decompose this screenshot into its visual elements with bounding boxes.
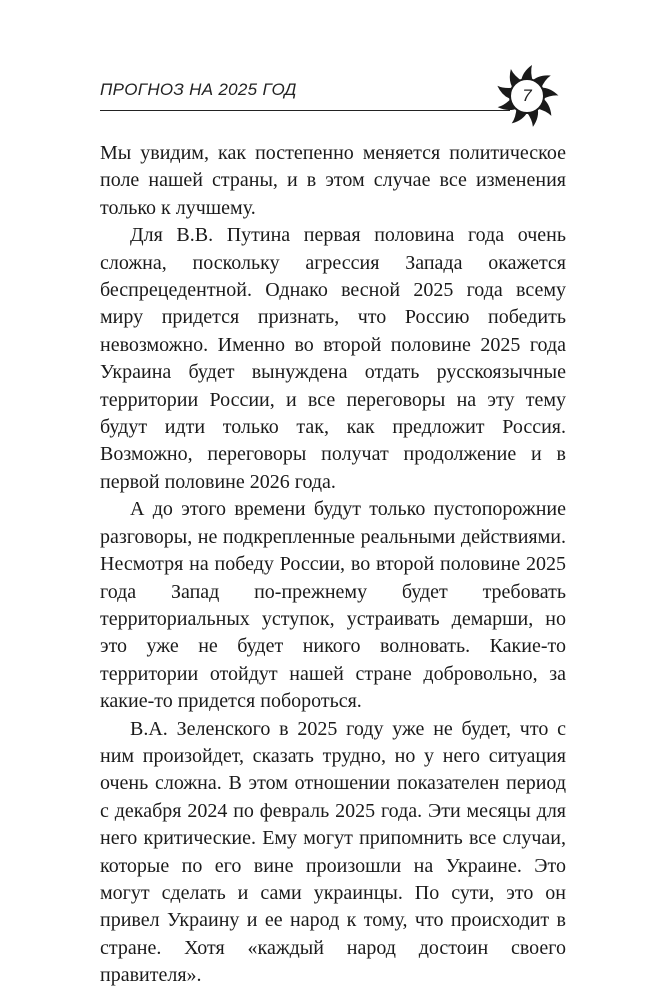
paragraph: Мы увидим, как постепенно меняется политическое поле нашей страны, и в этом случае все изменения только к лучшему.: [100, 142, 566, 219]
paragraph: В.А. Зеленского в 2025 году уже не будет, что с ним произойдет, сказать трудно, но у него ситуация очень сложна. В этом отношении показателен период с декабря 2024 по февраль 2025 года. Эти месяцы для него критические. Ему могут припомнить все случаи, которые по его вине произошли на Украине. Это могут сделать и сами украинцы. По сути, это он привел Украину и ее народ к тому, что происходит в стране. Хотя «каждый народ достоин своего правителя».: [100, 717, 566, 987]
paragraph: А до этого времени будут только пустопорожние разговоры, не подкрепленные реальными действиями. Несмотря на победу России, во второй половине 2025 года Запад по-прежнему будет требовать территориальных уступок, устраивать демарши, но это уже не будет никого волновать. Какие-то территории отойдут нашей стране добровольно, за какие-то придется побороться.: [100, 498, 566, 713]
page-number-badge: [493, 62, 561, 130]
running-title: ПРОГНОЗ НА 2025 ГОД: [100, 80, 297, 99]
page-header: [100, 72, 560, 116]
body-text: [100, 140, 566, 990]
page-number: 7: [522, 86, 532, 105]
header-rule: [100, 110, 510, 111]
paragraph: Для В.В. Путина первая половина года очень сложна, поскольку агрессия Запада окажется беспрецедентной. Однако весной 2025 года всему миру придется признать, что Россию победить невозможно. Именно во второй половине 2025 года Украина будет вынуждена отдать русскоязычные территории России, и все переговоры на эту тему будут идти только так, как предложит Россия. Возможно, переговоры получат продолжение и в первой половине 2026 года.: [100, 224, 566, 493]
